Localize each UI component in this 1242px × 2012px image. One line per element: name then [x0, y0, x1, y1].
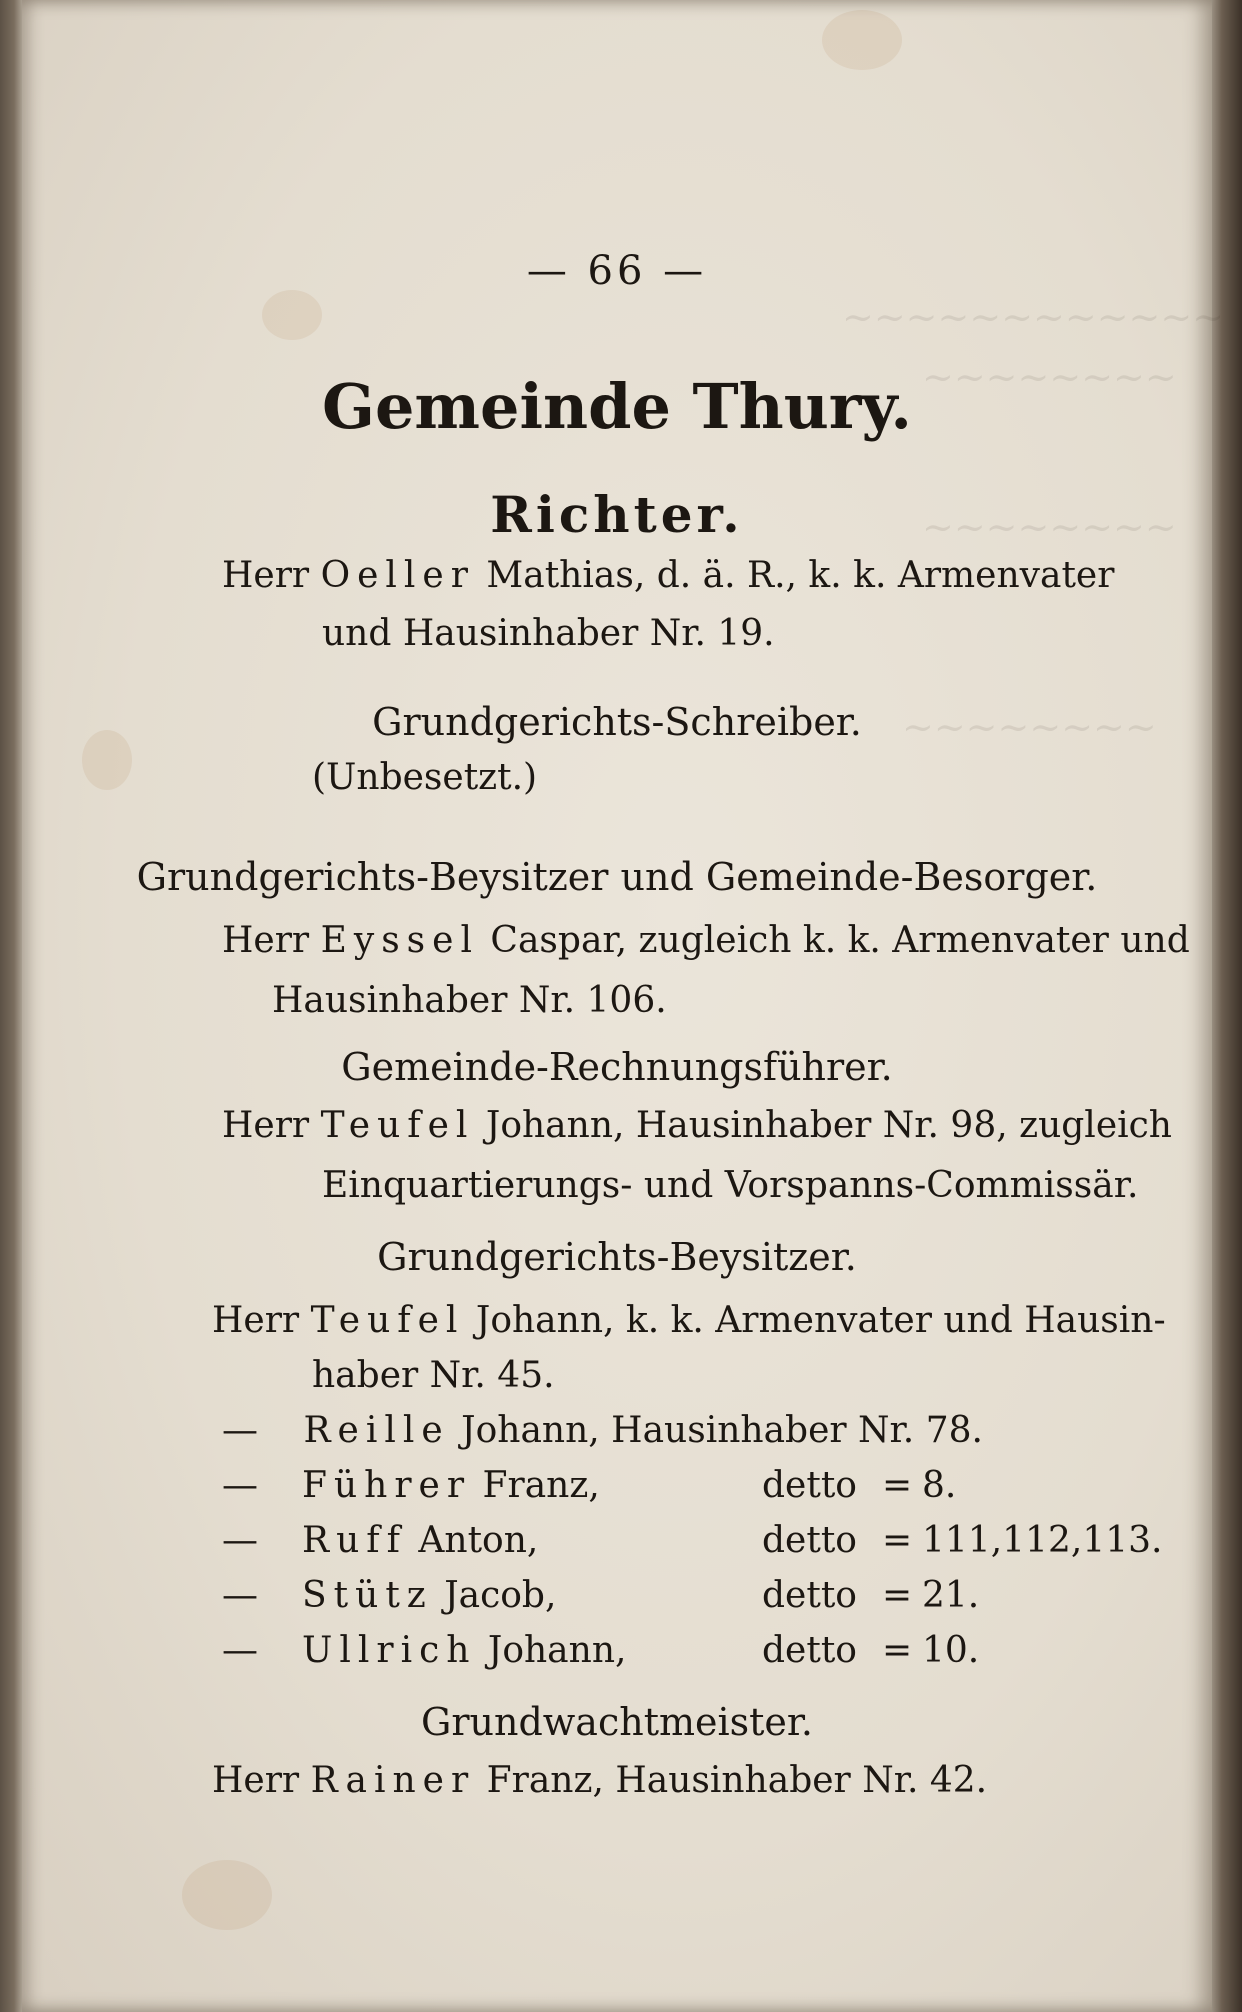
ditto-sign: = — [882, 1520, 913, 1561]
entry-line-continued: haber Nr. 45. — [312, 1355, 555, 1396]
entry-line — [222, 920, 1190, 961]
entry-line — [222, 555, 1114, 596]
entry-text: Caspar, zugleich k. k. Armenvater und — [490, 920, 1190, 961]
surname: Teufel — [320, 1105, 475, 1146]
surname: Reille — [303, 1410, 450, 1451]
entry-line — [212, 1760, 987, 1801]
house-number: 111,112,113. — [922, 1520, 1163, 1561]
house-number: 10. — [922, 1630, 980, 1671]
list-item — [222, 1410, 983, 1451]
person-name: Ullrich Johann, — [302, 1630, 627, 1671]
show-through-text: ~~~~~~~~ — [902, 705, 1157, 749]
surname: Rainer — [310, 1760, 476, 1801]
show-through-text: ~~~~~~~~~~~~ — [842, 295, 1225, 339]
title-herr: Herr — [222, 1105, 310, 1146]
ditto-mark: detto — [762, 1465, 857, 1506]
ditto-mark: detto — [762, 1630, 857, 1671]
house-number: 8. — [922, 1465, 957, 1506]
person-name: Stütz Jacob, — [302, 1575, 557, 1616]
surname: Teufel — [310, 1300, 465, 1341]
dash: — — [222, 1630, 258, 1671]
ditto-mark: detto — [762, 1575, 857, 1616]
entry-line-continued: und Hausinhaber Nr. 19. — [322, 613, 775, 654]
entry-line-continued: Hausinhaber Nr. 106. — [272, 980, 667, 1021]
entry-line-continued: Einquartierungs- und Vorspanns-Commissär. — [322, 1165, 1139, 1206]
title-herr: Herr — [212, 1760, 300, 1801]
ditto-sign: = — [882, 1630, 913, 1671]
entry-text: Mathias, d. ä. R., k. k. Armenvater — [486, 555, 1115, 596]
dash: — — [222, 1410, 258, 1451]
page-number: — 66 — — [526, 248, 708, 294]
dash: — — [222, 1465, 258, 1506]
entry-line — [212, 1300, 1166, 1341]
show-through-text: ~~~~~~~~ — [922, 355, 1177, 399]
paper-stain — [182, 1860, 272, 1930]
dash: — — [222, 1575, 258, 1616]
section-heading-besorger: Grundgerichts-Beysitzer und Gemeinde-Besorger. — [136, 855, 1098, 899]
section-heading-grundwachtmeister: Grundwachtmeister. — [420, 1700, 813, 1744]
entry-text: Johann, Hausinhaber Nr. 78. — [461, 1410, 983, 1451]
book-page — [22, 0, 1225, 2012]
dash: — — [222, 1520, 258, 1561]
entry-text: Franz, Hausinhaber Nr. 42. — [486, 1760, 988, 1801]
person-name: Ruff Anton, — [302, 1520, 539, 1561]
page-title: Gemeinde Thury. — [322, 370, 912, 443]
person-name: Führer Franz, — [302, 1465, 600, 1506]
surname: Oeller — [320, 555, 475, 596]
title-herr: Herr — [222, 920, 310, 961]
title-herr: Herr — [212, 1300, 300, 1341]
paper-stain — [262, 290, 322, 340]
ditto-sign: = — [882, 1465, 913, 1506]
ditto-sign: = — [882, 1575, 913, 1616]
section-heading-schreiber: Grundgerichts-Schreiber. — [372, 700, 862, 744]
house-number: 21. — [922, 1575, 980, 1616]
entry-text: Johann, k. k. Armenvater und Hausin- — [475, 1300, 1166, 1341]
surname: Eyssel — [320, 920, 479, 961]
entry-text: Johann, Hausinhaber Nr. 98, zugleich — [485, 1105, 1172, 1146]
title-herr: Herr — [222, 555, 310, 596]
section-heading-beysitzer: Grundgerichts-Beysitzer. — [377, 1235, 857, 1279]
vacant-note: (Unbesetzt.) — [312, 757, 538, 798]
show-through-text: ~~~~~~~~ — [922, 505, 1177, 549]
section-heading-richter: Richter. — [490, 485, 744, 544]
entry-line — [222, 1105, 1172, 1146]
section-heading-rechnungsfuehrer: Gemeinde-Rechnungsführer. — [341, 1045, 893, 1089]
paper-stain — [822, 10, 902, 70]
ditto-mark: detto — [762, 1520, 857, 1561]
